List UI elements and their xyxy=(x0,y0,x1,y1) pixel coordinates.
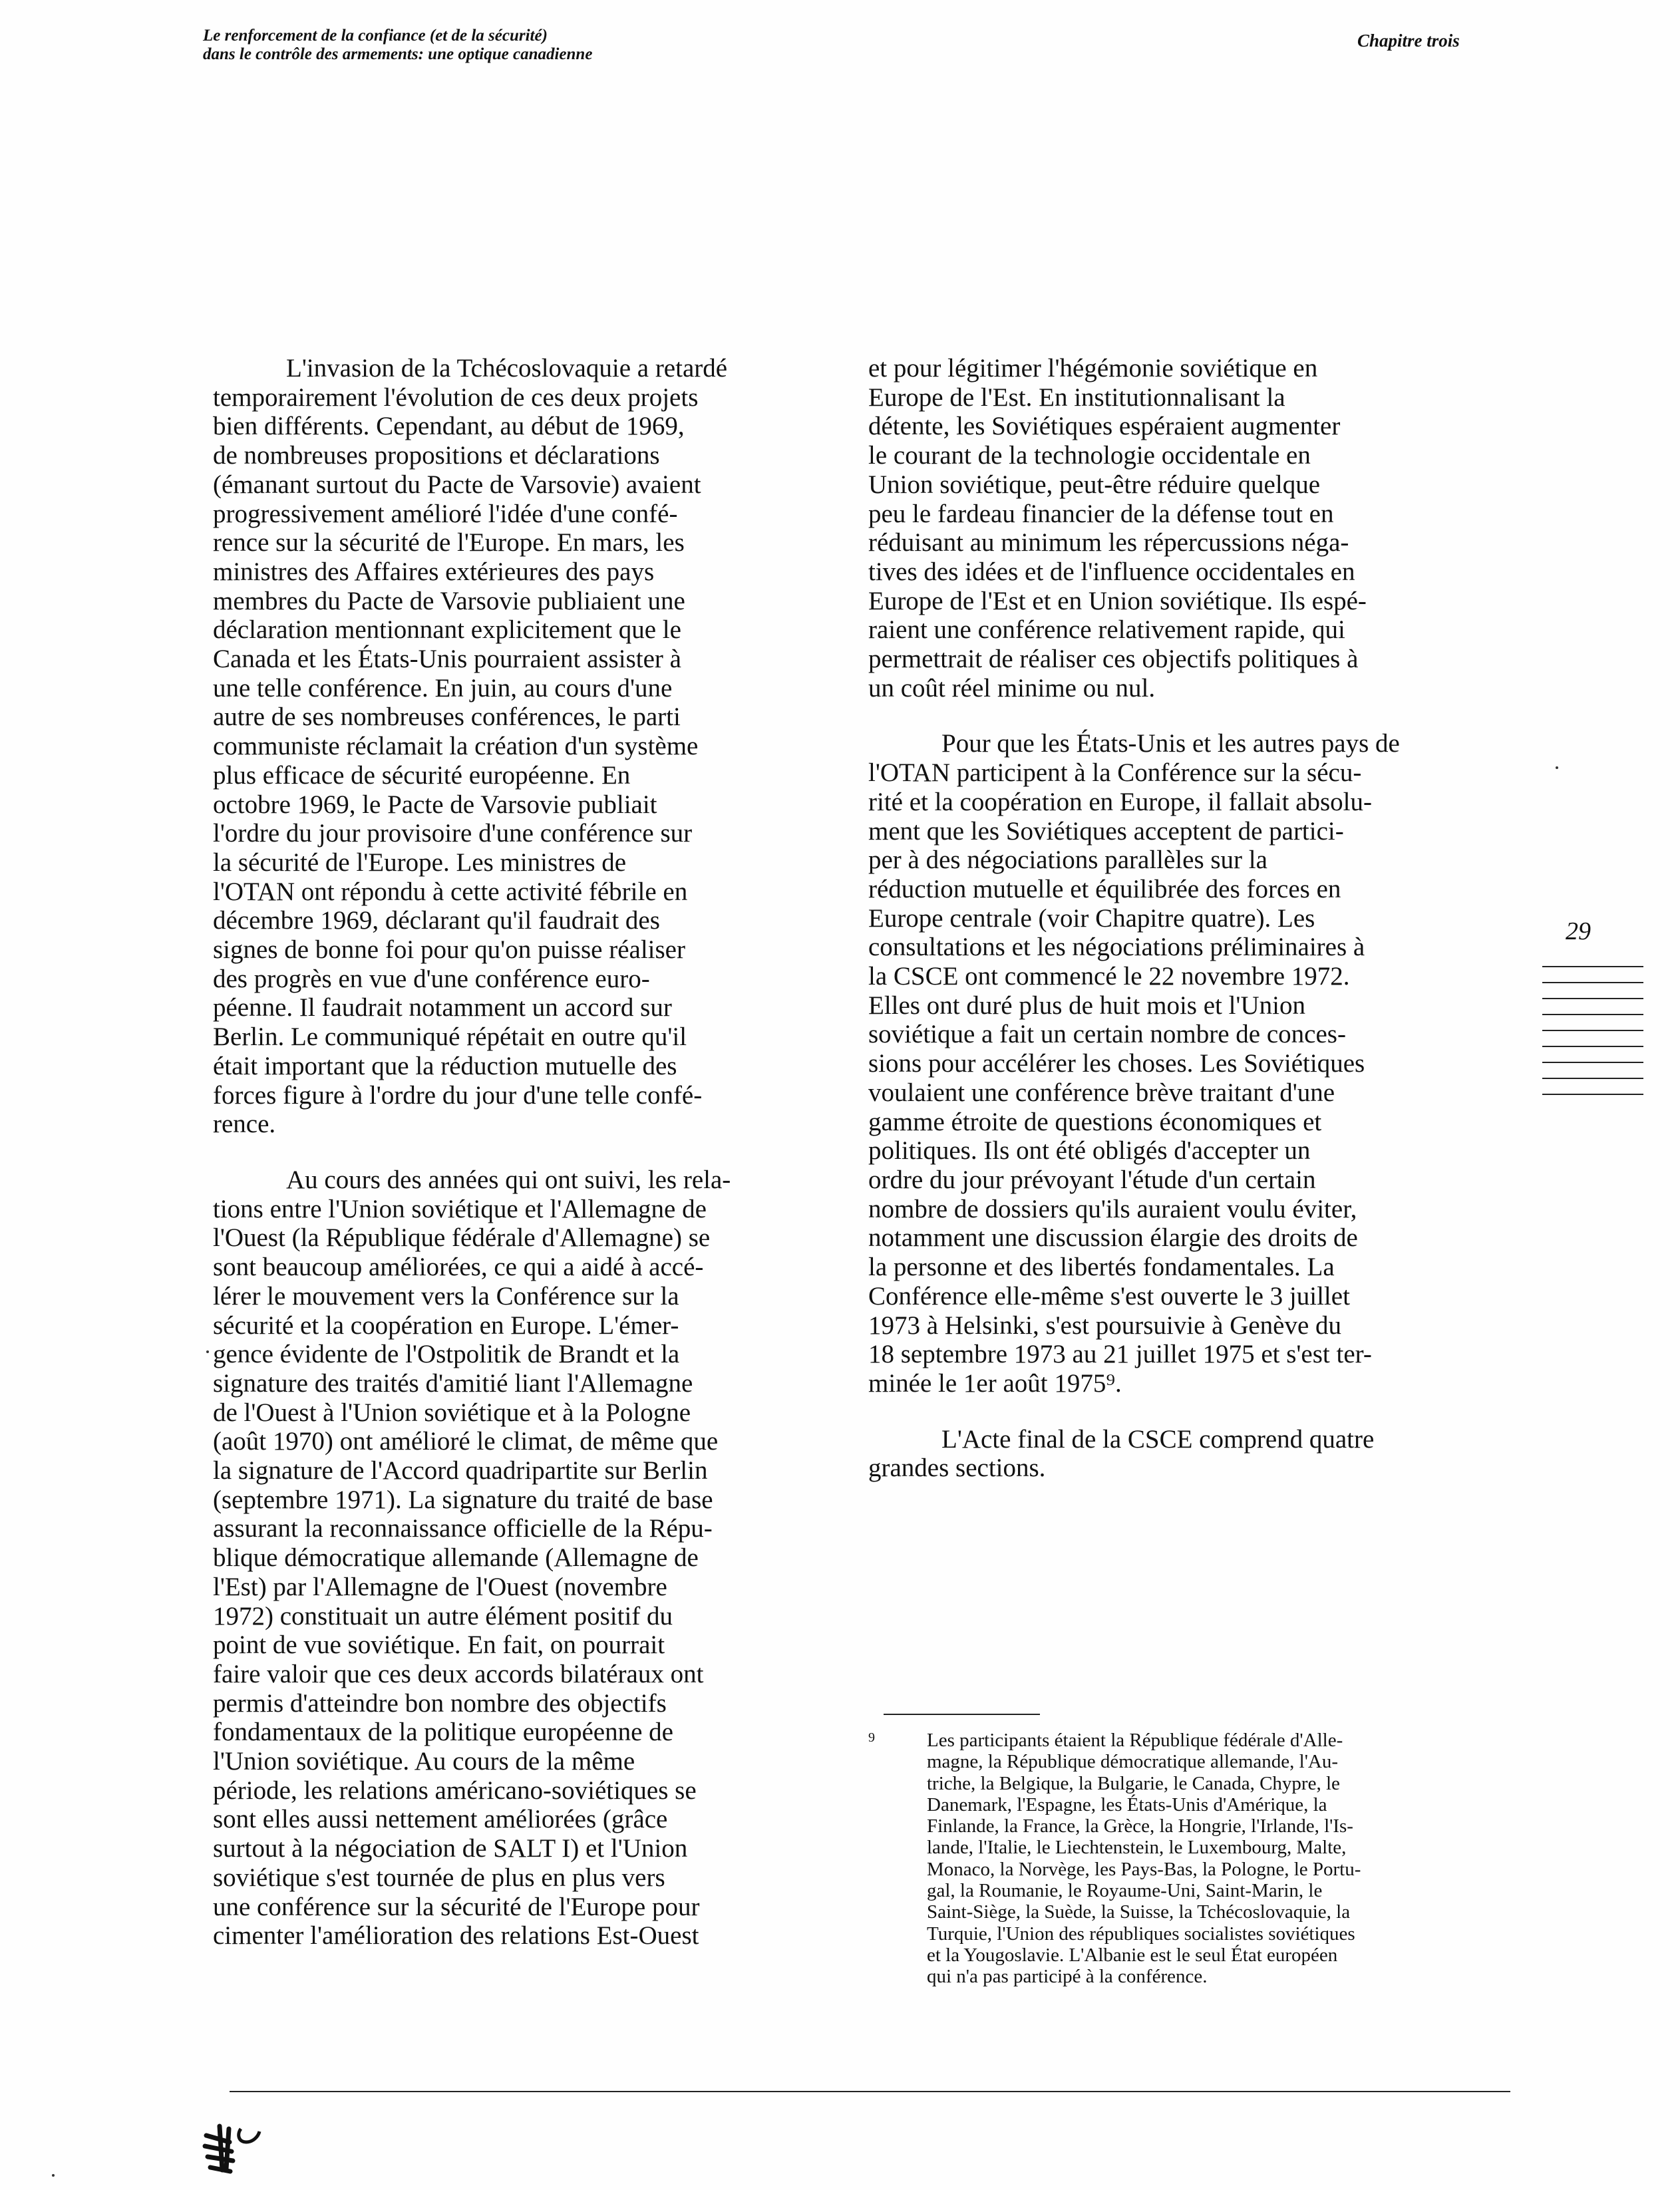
text-line: (août 1970) ont amélioré le climat, de même que xyxy=(213,1427,719,1456)
text-line: rence. xyxy=(213,1110,276,1139)
text-line: communiste réclamait la création d'un système xyxy=(213,732,699,761)
text-line: rence sur la sécurité de l'Europe. En mars, les xyxy=(213,528,685,557)
text-line: de l'Ouest à l'Union soviétique et à la Pologne xyxy=(213,1398,691,1427)
text-line: assurant la reconnaissance officielle de la Répu- xyxy=(213,1514,713,1543)
text-line: sions pour accélérer les choses. Les Soviétiques xyxy=(868,1049,1365,1078)
text-line: période, les relations américano-soviétiques se xyxy=(213,1776,697,1805)
footnote-line: Finlande, la France, la Grèce, la Hongrie, l'Irlande, l'Is- xyxy=(927,1815,1353,1837)
running-title xyxy=(203,27,868,64)
footnote-line: Danemark, l'Espagne, les États-Unis d'Amérique, la xyxy=(927,1794,1327,1815)
text-line: tives des idées et de l'influence occidentales en xyxy=(868,557,1355,586)
text-line: la CSCE ont commencé le 22 novembre 1972. xyxy=(868,962,1350,991)
text-line: raient une conférence relativement rapide, qui xyxy=(868,615,1345,645)
text-line: déclaration mentionnant explicitement que le xyxy=(213,615,681,645)
footnote-line: qui n'a pas participé à la conférence. xyxy=(927,1966,1208,1988)
text-line: per à des négociations parallèles sur la xyxy=(868,846,1267,875)
text-line: tions entre l'Union soviétique et l'Allemagne de xyxy=(213,1194,707,1223)
text-line: octobre 1969, le Pacte de Varsovie publiait xyxy=(213,790,657,819)
text-line: permis d'atteindre bon nombre des objectifs xyxy=(213,1688,667,1718)
text-line: autre de ses nombreuses conférences, le parti xyxy=(213,703,681,732)
text-line: décembre 1969, déclarant qu'il faudrait des xyxy=(213,906,660,935)
text-line: détente, les Soviétiques espéraient augmenter xyxy=(868,412,1341,441)
text-line: temporairement l'évolution de ces deux projets xyxy=(213,383,699,412)
text-line: Europe de l'Est et en Union soviétique. Ils espé- xyxy=(868,586,1367,615)
running-title-line-2: dans le contrôle des armements: une optique canadienne xyxy=(203,45,593,63)
text-line: l'OTAN ont répondu à cette activité fébrile en xyxy=(213,877,688,906)
text-line: une telle conférence. En juin, au cours d'une xyxy=(213,673,673,703)
text-line: un coût réel minime ou nul. xyxy=(868,673,1156,703)
text-line: des progrès en vue d'une conférence euro- xyxy=(213,964,650,993)
text-line: voulaient une conférence brève traitant d'une xyxy=(868,1078,1335,1107)
text-line: réduisant au minimum les répercussions néga- xyxy=(868,528,1349,557)
text-line: (septembre 1971). La signature du traité de base xyxy=(213,1485,713,1514)
footnote-line: Monaco, la Norvège, les Pays-Bas, la Pologne, le Portu- xyxy=(927,1858,1361,1880)
text-line: était important que la réduction mutuelle des xyxy=(213,1051,677,1080)
text-line: et pour légitimer l'hégémonie soviétique en xyxy=(868,354,1318,383)
text-line: Europe centrale (voir Chapitre quatre). Les xyxy=(868,903,1315,933)
text-line: 18 septembre 1973 au 21 juillet 1975 et s'est ter- xyxy=(868,1340,1372,1369)
scan-speck xyxy=(206,1350,209,1353)
publisher-emblem-icon xyxy=(200,2122,266,2179)
text-line: plus efficace de sécurité européenne. En xyxy=(213,760,631,790)
text-line: l'Ouest (la République fédérale d'Allemagne) se xyxy=(213,1223,711,1253)
text-line: nombre de dossiers qu'ils auraient voulu éviter, xyxy=(868,1194,1357,1223)
text-line: 1972) constituait un autre élément positif du xyxy=(213,1601,673,1631)
text-line: 1973 à Helsinki, s'est poursuivie à Genève du xyxy=(868,1311,1342,1340)
text-line: faire valoir que ces deux accords bilatéraux ont xyxy=(213,1659,704,1688)
text-line: Au cours des années qui ont suivi, les rela- xyxy=(286,1165,731,1194)
text-line: gence évidente de l'Ostpolitik de Brandt et la xyxy=(213,1340,680,1369)
text-line: Pour que les États-Unis et les autres pays de xyxy=(941,729,1400,758)
margin-rules xyxy=(1542,966,1643,1110)
text-line: permettrait de réaliser ces objectifs politiques à xyxy=(868,645,1359,674)
text-line: le courant de la technologie occidentale en xyxy=(868,441,1311,470)
footnote-divider xyxy=(884,1714,1040,1715)
paragraph xyxy=(868,729,1507,1398)
text-line: péenne. Il faudrait notamment un accord sur xyxy=(213,993,672,1022)
text-line: consultations et les négociations préliminaires à xyxy=(868,933,1365,962)
text-line: progressivement amélioré l'idée d'une confé- xyxy=(213,499,678,528)
text-line: la personne et des libertés fondamentales. La xyxy=(868,1253,1335,1282)
text-line: l'Est) par l'Allemagne de l'Ouest (novembre xyxy=(213,1572,667,1601)
text-line: grandes sections. xyxy=(868,1454,1046,1483)
right-column xyxy=(868,354,1507,1509)
text-line: Europe de l'Est. En institutionnalisant la xyxy=(868,383,1285,412)
footnote-line: lande, l'Italie, le Liechtenstein, le Luxembourg, Malte, xyxy=(927,1837,1347,1859)
paragraph xyxy=(868,354,1507,703)
text-line: fondamentaux de la politique européenne de xyxy=(213,1718,673,1747)
footnote-line: Les participants étaient la République fédérale d'Alle- xyxy=(927,1730,1343,1751)
text-line: la sécurité de l'Europe. Les ministres de xyxy=(213,848,627,877)
text-line: soviétique a fait un certain nombre de conces- xyxy=(868,1020,1346,1049)
text-line: bien différents. Cependant, au début de 1969, xyxy=(213,412,685,441)
text-line: membres du Pacte de Varsovie publiaient une xyxy=(213,586,685,615)
running-title-line-1: Le renforcement de la confiance (et de la sécurité) xyxy=(203,27,548,45)
bottom-divider xyxy=(230,2091,1510,2092)
text-line: L'Acte final de la CSCE comprend quatre xyxy=(941,1424,1375,1454)
text-line: rité et la coopération en Europe, il fallait absolu- xyxy=(868,787,1372,816)
paragraph xyxy=(213,1166,825,1951)
text-line: Canada et les États-Unis pourraient assister à xyxy=(213,645,681,674)
text-line: forces figure à l'ordre du jour d'une telle confé- xyxy=(213,1080,703,1110)
text-line: sont beaucoup améliorées, ce qui a aidé à accé- xyxy=(213,1253,704,1282)
text-line: une conférence sur la sécurité de l'Europe pour xyxy=(213,1892,700,1921)
text-line: Conférence elle-même s'est ouverte le 3 juillet xyxy=(868,1281,1350,1311)
page-number: 29 xyxy=(1566,917,1591,945)
text-line: cimenter l'amélioration des relations Est-Ouest xyxy=(213,1921,699,1951)
text-line: surtout à la négociation de SALT I) et l'Union xyxy=(213,1834,688,1863)
paragraph xyxy=(868,1425,1507,1483)
footnote-line: Turquie, l'Union des républiques socialistes soviétiques xyxy=(927,1923,1355,1945)
text-line: gamme étroite de questions économiques et xyxy=(868,1107,1322,1136)
text-line: minée le 1er août 1975⁹. xyxy=(868,1368,1122,1398)
text-line: de nombreuses propositions et déclarations xyxy=(213,441,660,470)
footnote-number: 9 xyxy=(868,1730,875,1745)
scan-speck xyxy=(52,2174,55,2177)
text-line: notamment une discussion élargie des droits de xyxy=(868,1223,1358,1253)
text-line: politiques. Ils ont été obligés d'accepter un xyxy=(868,1136,1311,1166)
footnote-line: et la Yougoslavie. L'Albanie est le seul État européen xyxy=(927,1944,1338,1966)
scan-speck xyxy=(1556,766,1558,769)
text-line: sont elles aussi nettement améliorées (grâce xyxy=(213,1805,668,1834)
text-line: point de vue soviétique. En fait, on pourrait xyxy=(213,1631,665,1660)
text-line: ministres des Affaires extérieures des pays xyxy=(213,557,655,586)
left-column xyxy=(213,354,825,1977)
footnote-line: gal, la Roumanie, le Royaume-Uni, Saint-Marin, le xyxy=(927,1880,1323,1902)
text-line: lérer le mouvement vers la Conférence sur la xyxy=(213,1281,679,1311)
text-line: soviétique s'est tournée de plus en plus vers xyxy=(213,1863,665,1892)
text-line: blique démocratique allemande (Allemagne de xyxy=(213,1543,699,1573)
footnote-line: triche, la Belgique, la Bulgarie, le Canada, Chypre, le xyxy=(927,1772,1340,1794)
text-line: ment que les Soviétiques acceptent de partici- xyxy=(868,816,1344,846)
paragraph xyxy=(213,354,825,1139)
text-line: L'invasion de la Tchécoslovaquie a retardé xyxy=(286,354,728,383)
text-line: Berlin. Le communiqué répétait en outre qu'il xyxy=(213,1022,687,1052)
text-line: Union soviétique, peut-être réduire quelque xyxy=(868,470,1321,499)
text-line: sécurité et la coopération en Europe. L'émer- xyxy=(213,1311,679,1340)
chapter-label: Chapitre trois xyxy=(1357,31,1460,51)
text-line: signature des traités d'amitié liant l'Allemagne xyxy=(213,1368,693,1398)
text-line: peu le fardeau financier de la défense tout en xyxy=(868,499,1334,528)
text-line: signes de bonne foi pour qu'on puisse réaliser xyxy=(213,935,685,965)
footnote-line: magne, la République démocratique allemande, l'Au- xyxy=(927,1751,1339,1773)
text-line: réduction mutuelle et équilibrée des forces en xyxy=(868,874,1341,903)
text-line: Elles ont duré plus de huit mois et l'Union xyxy=(868,991,1305,1020)
text-line: l'OTAN participent à la Conférence sur la sécu- xyxy=(868,758,1362,788)
text-line: l'Union soviétique. Au cours de la même xyxy=(213,1747,635,1776)
text-line: ordre du jour prévoyant l'étude d'un certain xyxy=(868,1165,1316,1194)
text-line: (émanant surtout du Pacte de Varsovie) avaient xyxy=(213,470,701,499)
text-line: la signature de l'Accord quadripartite sur Berlin xyxy=(213,1456,708,1486)
footnote-line: Saint-Siège, la Suède, la Suisse, la Tchécoslovaquie, la xyxy=(927,1901,1351,1923)
text-line: l'ordre du jour provisoire d'une conférence sur xyxy=(213,819,693,848)
footnote-text xyxy=(927,1730,1361,1988)
